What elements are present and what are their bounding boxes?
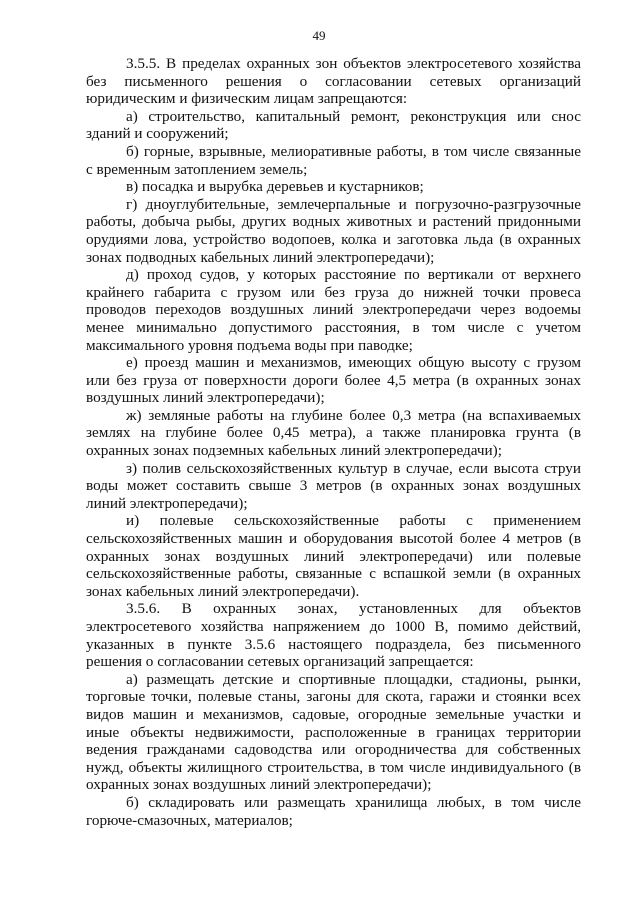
- text-line: максимального уровня подъема воды при паводке;: [86, 336, 413, 354]
- text-line: видов машин и механизмов, садовые, огородные земельные участки и: [86, 705, 581, 723]
- text-line: д) проход судов, у которых расстояние по вертикали от верхнего: [126, 266, 581, 284]
- text-line: зонах кабельных линий электропередачи).: [86, 582, 360, 600]
- text-line: проводов переходов воздушных линий электропередачи через водоемы: [86, 301, 581, 319]
- text-line: крайнего габарита с грузом или без груза до нижней точки провеса: [86, 283, 581, 301]
- text-line: или без груза от поверхности дороги более 4,5 метра (в охранных зонах: [86, 371, 581, 389]
- text-line: менее минимально допустимого расстояния, в том числе с учетом: [86, 318, 581, 336]
- text-line: указанных в пункте 3.5.6 настоящего подраздела, без письменного: [86, 635, 581, 653]
- text-line: и) полевые сельскохозяйственные работы с применением: [126, 512, 581, 530]
- text-line: е) проезд машин и механизмов, имеющих общую высоту с грузом: [126, 354, 581, 372]
- text-line: охранных зонах воздушных линий электропередачи);: [86, 776, 432, 794]
- text-line: б) складировать или размещать хранилища любых, в том числе: [126, 793, 581, 811]
- text-line: землях на глубине более 0,45 метра), а также планировка грунта (в: [86, 424, 581, 442]
- text-line: воды может составить свыше 3 метров (в охранных зонах воздушных: [86, 477, 581, 495]
- document-body: [86, 55, 581, 829]
- text-line: решения о согласовании сетевых организаций запрещается:: [86, 653, 474, 671]
- text-line: б) горные, взрывные, мелиоративные работы, в том числе связанные: [126, 142, 581, 160]
- text-line: воздушных линий электропередачи);: [86, 389, 325, 407]
- page-number: 49: [312, 28, 326, 43]
- text-line: сельскохозяйственные работы, связанные с вспашкой земли (в охранных: [86, 565, 581, 583]
- text-line: сельскохозяйственных машин и оборудования высотой более 4 метров (в: [86, 530, 581, 548]
- text-line: линий электропередачи);: [86, 494, 248, 512]
- text-line: охранных зонах подземных кабельных линий электропередачи);: [86, 442, 502, 460]
- text-line: горюче-смазочных, материалов;: [86, 811, 293, 829]
- text-line: работы, добыча рыбы, других водных животных и растений придонными: [86, 213, 581, 231]
- text-line: в) посадка и вырубка деревьев и кустарников;: [126, 178, 424, 196]
- text-line: ведения гражданами садоводства или огородничества для собственных: [86, 741, 581, 759]
- text-line: 3.5.6. В охранных зонах, установленных для объектов: [126, 600, 581, 618]
- text-line: зонах подводных кабельных линий электропередачи);: [86, 248, 435, 266]
- text-line: 3.5.5. В пределах охранных зон объектов электросетевого хозяйства: [126, 55, 581, 72]
- text-line: а) строительство, капитальный ремонт, реконструкция или снос: [126, 107, 581, 125]
- text-line: охранных зонах воздушных линий электропередачи) или полевые: [86, 547, 581, 565]
- text-line: зданий и сооружений;: [86, 125, 229, 143]
- text-line: г) дноуглубительные, землечерпальные и погрузочно-разгрузочные: [126, 195, 581, 213]
- text-line: нужд, объекты жилищного строительства, в том числе индивидуального (в: [86, 758, 581, 776]
- text-line: а) размещать детские и спортивные площадки, стадионы, рынки,: [126, 670, 581, 688]
- text-line: орудиями лова, устройство водопоев, колка и заготовка льда (в охранных: [86, 230, 581, 248]
- text-line: ж) земляные работы на глубине более 0,3 метра (на вспахиваемых: [126, 406, 581, 424]
- text-line: торговые точки, полевые станы, загоны для скота, гаражи и стоянки всех: [86, 688, 581, 706]
- text-line: з) полив сельскохозяйственных культур в случае, если высота струи: [126, 459, 581, 477]
- text-line: электросетевого хозяйства напряжением до 1000 В, помимо действий,: [86, 618, 581, 635]
- text-line: юридическим и физическим лицам запрещаются:: [86, 90, 408, 108]
- text-line: иные объекты недвижимости, расположенные в границах территории: [86, 723, 581, 741]
- text-line: с временным затоплением земель;: [86, 160, 308, 178]
- text-line: без письменного решения о согласовании сетевых организаций: [86, 72, 581, 90]
